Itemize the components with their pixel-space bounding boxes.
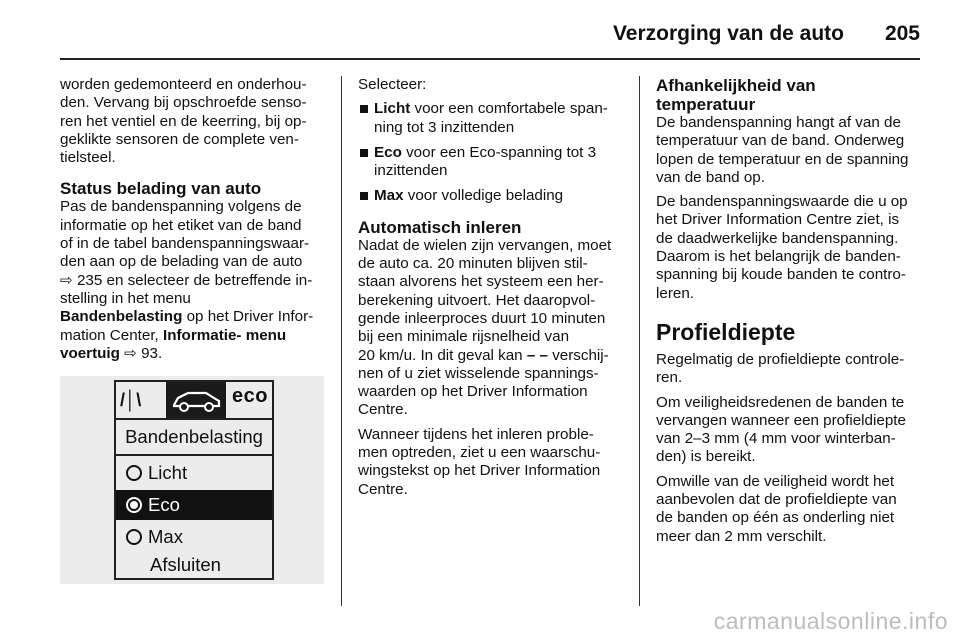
option-label: Eco [148, 494, 180, 515]
text-line: temperatuur [656, 95, 756, 114]
divider [116, 418, 272, 420]
eco-tab: eco [232, 385, 268, 407]
text-line [60, 272, 326, 290]
text-line: men optreden, ziet u een waarschu- [358, 444, 601, 462]
text-fragment: voor volledige belading [403, 187, 564, 205]
profile-heading: Profieldiepte [656, 318, 796, 345]
screen-tab-bar [116, 382, 272, 418]
text-line [60, 308, 326, 326]
text-line: ning tot 3 inzittenden [374, 118, 515, 136]
text-line: Pas de bandenspanning volgens de [60, 198, 302, 216]
list-item [358, 144, 626, 181]
text-line: gende inleerproces duurt 10 minuten [358, 309, 606, 327]
text-line [374, 100, 626, 118]
text-line: bij een minimale rijsnelheid van [358, 328, 570, 346]
text-line: den aan op de belading van de auto [60, 253, 303, 271]
text-line: Centre. [358, 401, 408, 419]
auto-paragraph [358, 237, 626, 420]
column-left [60, 76, 326, 369]
text-line: spanning bij koude banden te contro- [656, 266, 906, 284]
screen-menu-title: Bandenbelasting [125, 426, 263, 447]
column-right [656, 76, 922, 552]
text-line: Nadat de wielen zijn vervangen, moet [358, 236, 612, 254]
display-illustration [60, 376, 324, 584]
text-fragment: voor een comfortabele span- [410, 100, 608, 118]
car-icon [166, 382, 226, 418]
text-line: Afhankelijkheid van [656, 76, 816, 95]
auto-heading: Automatisch inleren [358, 217, 522, 237]
text-line: of in de tabel bandenspanningswaar- [60, 235, 310, 253]
temp-paragraph-2 [656, 193, 922, 303]
temp-paragraph-1 [656, 114, 922, 187]
text-line: De bandenspanning hangt af van de [656, 114, 901, 131]
text-line: aanbevolen dat de profieldiepte van [656, 491, 897, 509]
text-line: ren het ventiel en de keerring, bij op- [60, 112, 307, 130]
menu-name: Informatie- menu [163, 326, 287, 344]
watermark: carmanualsonline.info [713, 608, 948, 634]
text-line: wingstekst op het Driver Information [358, 462, 601, 480]
temp-heading [656, 76, 922, 114]
text-line: den. Vervang bij opschroefde senso- [60, 94, 307, 112]
radio-icon [126, 529, 142, 545]
text-line [374, 187, 626, 205]
page-reference-text: 93. [136, 344, 163, 362]
text-line: inzittenden [374, 162, 448, 180]
text-line: meer dan 2 mm verschilt. [656, 527, 827, 545]
text-line: temperatuur van de band. Onderweg [656, 132, 905, 150]
column-divider [341, 76, 342, 606]
text-line: Centre. [358, 480, 408, 498]
page-header [60, 18, 920, 58]
text-line: van de band op. [656, 168, 765, 186]
vehicle-tab [166, 382, 226, 418]
text-line: berekening uitvoert. Het daaropvol- [358, 291, 596, 309]
menu-name: voertuig [60, 344, 120, 362]
option-eco [116, 490, 272, 520]
text-line: leren. [656, 284, 694, 302]
list-item [358, 100, 626, 137]
page-number: 205 [884, 22, 920, 45]
option-max [116, 522, 272, 552]
text-line: Regelmatig de profieldiepte controle- [656, 350, 905, 368]
text-line: informatie op het etiket van de band [60, 216, 302, 234]
intro-paragraph [60, 76, 326, 167]
text-line: de banden op één as onderling niet [656, 509, 895, 527]
option-licht [116, 458, 272, 488]
page-reference-text: 235 en selecteer de betreffende in- [72, 271, 313, 289]
page-title: Verzorging van de auto [612, 22, 844, 45]
text-fragment: op het Driver Infor- [182, 308, 314, 326]
divider [116, 454, 272, 456]
page-reference-arrow-icon: ⇨ [60, 271, 73, 289]
text-line: worden gedemonteerd en onderhou- [60, 76, 307, 93]
text-line: lopen de temperatuur en de spanning [656, 150, 909, 168]
text-line [60, 327, 326, 345]
text-fragment: mation Center, [60, 326, 163, 344]
list-item [358, 187, 626, 205]
option-label: Max [148, 526, 183, 547]
gauge-icon: /│\ [120, 390, 142, 410]
driver-info-screen [114, 380, 274, 580]
text-fragment: voor een Eco-spanning tot 3 [401, 143, 597, 161]
text-line [374, 144, 626, 162]
text-line: staan alvorens het systeem een her- [358, 273, 604, 291]
text-line: de auto ca. 20 minuten blijven stil- [358, 255, 588, 273]
text-line [60, 345, 326, 363]
text-line: van 2–3 mm (4 mm voor winterban- [656, 430, 896, 448]
text-line: stelling in het menu [60, 289, 191, 307]
text-line: Daarom is het belangrijk de banden- [656, 248, 901, 266]
status-heading: Status belading van auto [60, 179, 262, 199]
bullet-icon [360, 149, 368, 157]
profile-paragraph-2 [656, 394, 922, 467]
bullet-icon [360, 192, 368, 200]
radio-icon [126, 465, 142, 481]
text-line: Omwille van de veiligheid wordt het [656, 472, 895, 490]
warning-paragraph [358, 426, 626, 499]
header-divider [60, 58, 920, 60]
menu-name: Bandenbelasting [60, 308, 183, 326]
text-line: tielsteel. [60, 149, 116, 167]
text-line: vervangen wanneer een profieldiepte [656, 411, 906, 429]
text-line: Om veiligheidsredenen de banden te [656, 393, 905, 411]
text-line: Wanneer tijdens het inleren proble- [358, 425, 594, 443]
exit-option: Afsluiten [150, 554, 221, 575]
text-line: waarden op het Driver Information [358, 383, 588, 401]
profile-paragraph-3 [656, 473, 922, 546]
select-label: Selecteer: [358, 76, 427, 93]
column-divider [639, 76, 640, 606]
text-line: den) is bereikt. [656, 448, 756, 466]
text-line: De bandenspanningswaarde die u op [656, 193, 908, 211]
text-line [358, 347, 626, 365]
text-fragment: 20 km/u. In dit geval kan [358, 346, 527, 364]
text-line: geklikte sensoren de complete ven- [60, 130, 299, 148]
status-paragraph [60, 198, 326, 363]
radio-selected-icon [126, 497, 142, 513]
text-line: nen of u ziet wisselende spannings- [358, 364, 599, 382]
bullet-icon [360, 105, 368, 113]
item-label: Max [374, 187, 404, 205]
dash-symbol: – – [526, 346, 548, 364]
item-label: Licht [374, 100, 411, 118]
profile-paragraph-1 [656, 351, 922, 388]
text-fragment: verschij- [547, 346, 609, 364]
text-line: ren. [656, 369, 683, 387]
text-line: het Driver Information Centre ziet, is [656, 211, 900, 229]
option-label: Licht [148, 462, 188, 483]
page-reference-arrow-icon: ⇨ [119, 344, 137, 362]
item-label: Eco [374, 143, 402, 161]
column-middle [358, 76, 626, 505]
text-line: de daadwerkelijke bandenspanning. [656, 229, 899, 247]
